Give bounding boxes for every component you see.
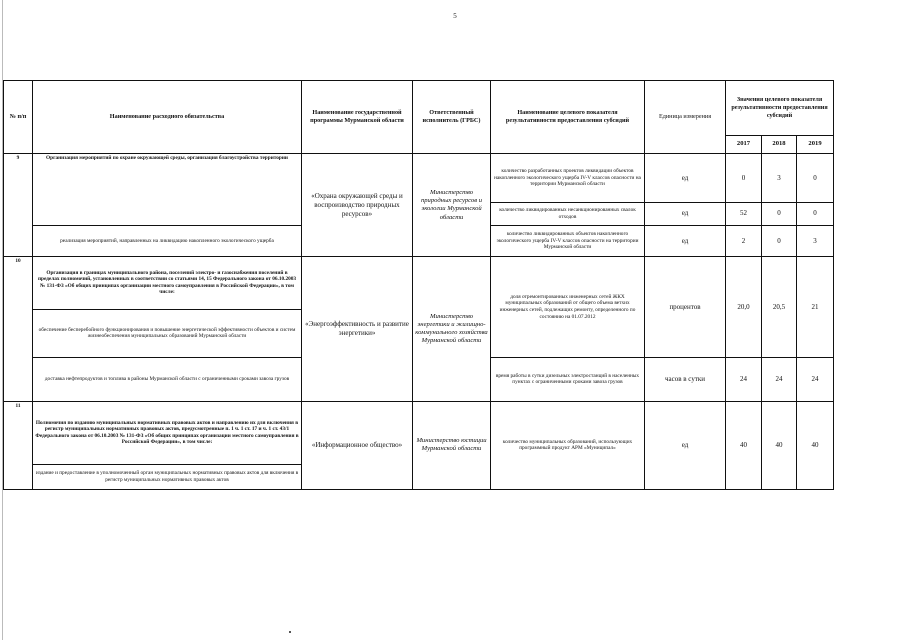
indicator-unit: процентов [645, 257, 726, 358]
obligation-title: Полномочия по изданию муниципальных нормативных правовых актов и направлению их для включения в регистр муниципальных нормативных правовых актов, предусмотренные п. 1 ч. 1 ст. 17 и ч. 1 ст. 43/1 Федерального закона от 06.10.2003 № 131-ФЗ «Об общих принципах организации местного самоуправления в Российской Федерации», в том числе: [33, 401, 302, 464]
indicator-unit: ед [645, 401, 726, 489]
program-name: «Информационное общество» [302, 401, 413, 489]
value-2019: 24 [797, 357, 834, 401]
indicator-name: количество разработанных проектов ликвидации объектов накопленного экологического ущерба IV-V классов опасности на территории Мурманской области [491, 154, 645, 202]
value-2017: 40 [726, 401, 762, 489]
header-num: № п/п [4, 81, 33, 154]
program-name: «Энергоэффективность и развитие энергетики» [302, 257, 413, 402]
value-2019: 21 [797, 257, 834, 358]
program-name: «Охрана окружающей среды и воспроизводство природных ресурсов» [302, 154, 413, 257]
header-executor: Ответственный исполнитель (ГРБС) [413, 81, 491, 154]
table-row [4, 154, 834, 202]
value-2018: 24 [762, 357, 797, 401]
indicator-name: количество муниципальных образований, использующих программный продукт АРМ «Муниципал» [491, 401, 645, 489]
sub-obligation: доставка нефтепродуктов и топлива в районы Мурманской области с ограниченными сроками завоза грузов [33, 357, 302, 401]
subsidy-indicators-table [3, 80, 834, 490]
header-obligation: Наименование расходного обязательства [33, 81, 302, 154]
sub-obligation: реализация мероприятий, направленных на ликвидацию накопленного экологического ущерба [33, 225, 302, 256]
value-2018: 3 [762, 154, 797, 202]
value-2019: 3 [797, 225, 834, 256]
value-2017: 20,0 [726, 257, 762, 358]
header-row [4, 81, 834, 136]
header-program: Наименование государственной программы Мурманской области [302, 81, 413, 154]
row-number: 10 [4, 257, 33, 402]
value-2017: 2 [726, 225, 762, 256]
value-2018: 20,5 [762, 257, 797, 358]
scan-speck [289, 631, 291, 633]
sub-obligation: обеспечение бесперебойного функционирования и повышение энергетической эффективности объектов и систем жизнеобеспечения муниципальных образований Мурманской области [33, 309, 302, 357]
header-year-2017: 2017 [726, 135, 762, 154]
indicator-name: количество ликвидированных несанкционированных свалок отходов [491, 202, 645, 225]
indicator-name: доля отремонтированных инженерных сетей ЖКХ муниципальных образований от общего объема ветхих инженерных сетей, подлежащих ремонту, определенного по состоянию на 01.07.2012 [491, 257, 645, 358]
indicator-unit: ед [645, 154, 726, 202]
header-indicator: Наименование целевого показателя результативности предоставления субсидий [491, 81, 645, 154]
indicator-unit: часов в сутки [645, 357, 726, 401]
value-2019: 0 [797, 154, 834, 202]
value-2017: 52 [726, 202, 762, 225]
executor-name: Министерство юстиции Мурманской области [413, 401, 491, 489]
value-2019: 40 [797, 401, 834, 489]
header-unit: Единица измерения [645, 81, 726, 154]
header-year-2019: 2019 [797, 135, 834, 154]
value-2017: 0 [726, 154, 762, 202]
value-2018: 0 [762, 225, 797, 256]
executor-name: Министерство природных ресурсов и экологии Мурманской области [413, 154, 491, 257]
indicator-unit: ед [645, 202, 726, 225]
value-2017: 24 [726, 357, 762, 401]
obligation-title: Организация мероприятий по охране окружающей среды, организация благоустройства территории [33, 154, 302, 225]
header-values-group: Значения целевого показателя результативности предоставления субсидий [726, 81, 834, 136]
value-2019: 0 [797, 202, 834, 225]
header-year-2018: 2018 [762, 135, 797, 154]
table-row [4, 401, 834, 464]
row-number: 9 [4, 154, 33, 257]
value-2018: 0 [762, 202, 797, 225]
page-number: 5 [453, 12, 457, 20]
executor-name: Министерство энергетики и жилищно-коммунального хозяйства Мурманской области [413, 257, 491, 402]
table-row [4, 257, 834, 309]
obligation-title: Организация в границах муниципального района, поселений электро- и газоснабжения поселений в пределах полномочий, установленных в соответствии со статьями 14, 15 Федерального закона от 06.10.2003 № 131-ФЗ «Об общих принципах организации местного самоуправления в Российской Федерации», в том числе: [33, 257, 302, 309]
row-number: 11 [4, 401, 33, 489]
indicator-name: время работы в сутки дизельных электростанций в населенных пунктах с ограниченными сроками завоза грузов [491, 357, 645, 401]
value-2018: 40 [762, 401, 797, 489]
indicator-name: количество ликвидированных объектов накопленного экологического ущерба IV-V классов опасности на территории Мурманской области [491, 225, 645, 256]
indicator-unit: ед [645, 225, 726, 256]
sub-obligation: издание и предоставление в уполномоченный орган муниципальных нормативных правовых актов для включения в регистр муниципальных нормативных правовых актов [33, 464, 302, 489]
